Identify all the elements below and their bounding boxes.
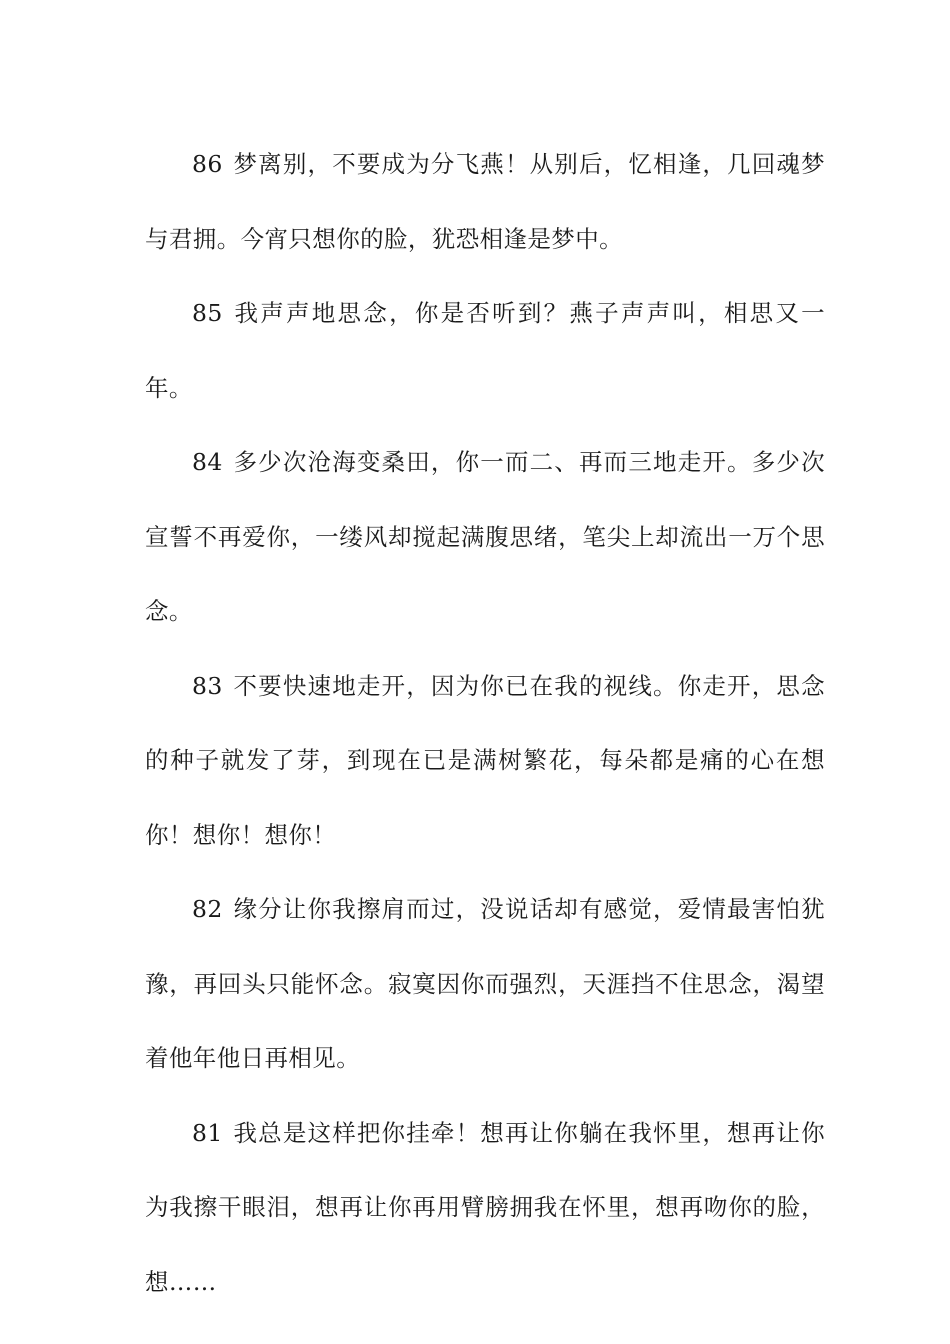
paragraph-text: 我总是这样把你挂牵！想再让你躺在我怀里，想再让你为我擦干眼泪，想再让你再用臂膀拥我在怀里，想再吻你的脸，想…… — [145, 1118, 825, 1296]
document-body — [145, 127, 825, 1319]
paragraph-number: 81 — [192, 1118, 223, 1147]
paragraph-text: 我声声地思念，你是否听到？燕子声声叫，相思又一年。 — [145, 299, 825, 402]
paragraph-83 — [145, 649, 825, 873]
paragraph-number: 82 — [192, 895, 223, 923]
paragraph-number: 84 — [192, 448, 223, 476]
paragraph-85 — [145, 276, 825, 425]
paragraph-text: 不要快速地走开，因为你已在我的视线。你走开，思念的种子就发了芽，到现在已是满树繁花，每朵都是痛的心在想你！想你！想你！ — [145, 671, 825, 849]
paragraph-text: 缘分让你我擦肩而过，没说话却有感觉，爱情最害怕犹豫，再回头只能怀念。寂寞因你而强烈，天涯挡不住思念，渴望着他年他日再相见。 — [145, 895, 825, 1072]
paragraph-number: 85 — [192, 299, 223, 327]
paragraph-text: 梦离别，不要成为分飞燕！从别后，忆相逢，几回魂梦与君拥。今宵只想你的脸，犹恐相逢是梦中。 — [145, 150, 825, 253]
paragraph-number: 83 — [192, 671, 223, 700]
paragraph-text: 多少次沧海变桑田，你一而二、再而三地走开。多少次宣誓不再爱你，一缕风却搅起满腹思绪，笔尖上却流出一万个思念。 — [145, 448, 825, 625]
paragraph-84 — [145, 425, 825, 649]
paragraph-82 — [145, 872, 825, 1096]
paragraph-81 — [145, 1096, 825, 1320]
paragraph-86 — [145, 127, 825, 276]
paragraph-number: 86 — [192, 150, 223, 178]
